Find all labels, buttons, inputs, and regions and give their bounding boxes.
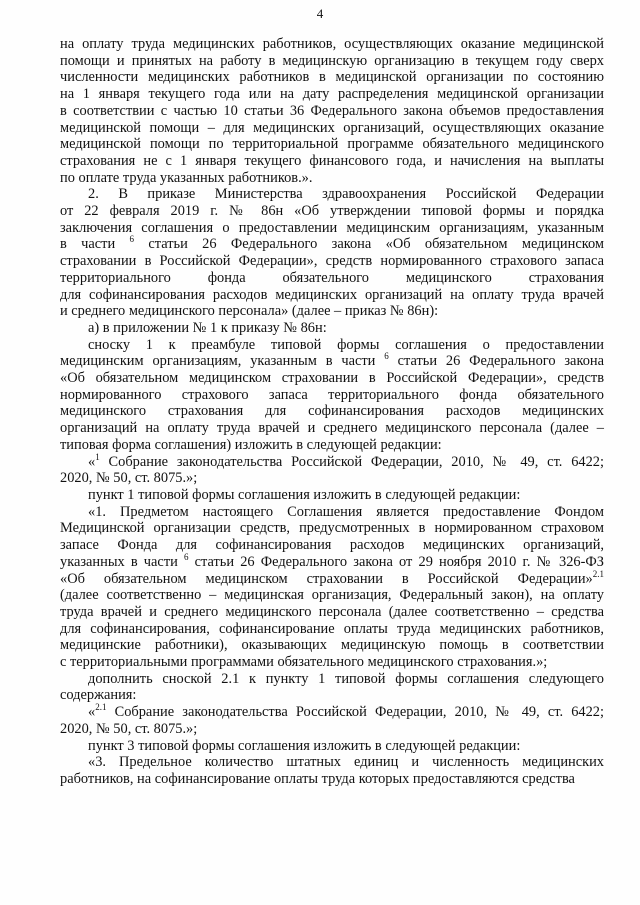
text-run: медицинской помощи – для медицинских организаций, осуществляющих оказание bbox=[60, 119, 604, 136]
text-run: медицинского страхования для софинансирования расходов медицинских bbox=[60, 403, 604, 420]
text-line bbox=[60, 738, 604, 755]
text-run: для софинансирования расходов медицинских организаций на оплату труда врачей bbox=[60, 286, 604, 303]
text-line bbox=[60, 220, 604, 237]
text-run: статьи 26 Федерального закона bbox=[388, 353, 604, 370]
text-line bbox=[60, 568, 604, 588]
text-run: от 22 февраля 2019 г. № 86н «Об утверждении типовой формы и порядка bbox=[60, 203, 604, 220]
text-run: на оплату труда медицинских работников, осуществляющих оказание медицинской bbox=[60, 36, 604, 52]
text-line bbox=[60, 721, 604, 738]
text-line bbox=[60, 687, 604, 704]
text-run: запасе Фонда для софинансирования расходов медицинских организаций, bbox=[60, 537, 604, 554]
text-run: в соответствии с частью 10 статьи 36 Федерального закона объемов предоставления bbox=[60, 102, 604, 119]
text-run: помощи и принятых на работу в медицинскую организацию в текущем году сверх bbox=[60, 52, 604, 69]
text-line bbox=[60, 403, 604, 420]
text-run: Медицинской организации средств, предусмотренных в нормированном страховом bbox=[60, 520, 604, 537]
text-run: «Об обязательном медицинском страховании в Российской Федерации», средств bbox=[60, 370, 604, 387]
text-line bbox=[60, 120, 604, 137]
text-line bbox=[60, 771, 604, 788]
text-line bbox=[60, 451, 604, 471]
text-run: типовая форма соглашения) изложить в следующей редакции: bbox=[60, 436, 442, 453]
text-line bbox=[60, 637, 604, 654]
text-run: пункт 3 типовой формы соглашения изложить в следующей редакции: bbox=[88, 737, 521, 754]
text-run: страховании в Российской Федерации», средств нормированного страхового запаса bbox=[60, 253, 604, 270]
superscript-mark: 6 bbox=[129, 234, 135, 245]
text-run: страхования не с 1 января текущего финансового года, и начисления на выплаты bbox=[60, 152, 604, 169]
text-run: численности медицинских работников в медицинской организации по состоянию bbox=[60, 69, 604, 86]
text-line bbox=[60, 387, 604, 404]
text-line bbox=[60, 654, 604, 671]
text-run: 2020, № 50, ст. 8075.»; bbox=[60, 720, 198, 737]
text-line bbox=[60, 253, 604, 270]
text-run: по оплате труда указанных работников.». bbox=[60, 169, 313, 186]
text-line bbox=[60, 754, 604, 771]
text-line bbox=[60, 704, 604, 721]
text-line bbox=[60, 370, 604, 387]
text-run: « bbox=[88, 453, 96, 470]
text-run: нормированного страхового запаса территориального фонда обязательного bbox=[60, 386, 604, 403]
text-run: организаций на оплату труда врачей и среднего медицинского персонала (далее – bbox=[60, 420, 604, 437]
text-line bbox=[60, 621, 604, 638]
text-run: и среднего медицинского персонала» (далее – приказ № 86н): bbox=[60, 303, 439, 320]
text-run: статьи 26 Федерального закона от 29 ноября 2010 г. № 326-ФЗ bbox=[188, 553, 604, 570]
text-line bbox=[60, 170, 604, 187]
text-run: статьи 26 Федерального закона «Об обязательном медицинском bbox=[134, 236, 604, 253]
text-run: содержания: bbox=[60, 687, 137, 704]
text-line bbox=[60, 551, 604, 571]
text-run: Собрание законодательства Российской Федерации, 2010, № 49, ст. 6422; bbox=[99, 453, 604, 470]
text-run: пункт 1 типовой формы соглашения изложить в следующей редакции: bbox=[88, 486, 521, 503]
superscript-mark: 6 bbox=[384, 351, 389, 362]
text-run: в части bbox=[60, 236, 130, 253]
text-line bbox=[60, 537, 604, 554]
text-line bbox=[60, 69, 604, 86]
text-line bbox=[60, 504, 604, 521]
superscript-mark: 1 bbox=[95, 451, 100, 462]
text-run: «1. Предметом настоящего Соглашения является предоставление Фондом bbox=[88, 503, 604, 520]
text-run: «Об обязательном медицинском страховании в Российской Федерации» bbox=[60, 570, 593, 587]
text-line bbox=[60, 487, 604, 504]
text-run: сноску 1 к преамбуле типовой формы соглашения о предоставлении bbox=[88, 336, 604, 353]
page-number: 4 bbox=[316, 6, 324, 21]
text-line bbox=[60, 86, 604, 103]
text-run: дополнить сноской 2.1 к пункту 1 типовой формы соглашения следующего bbox=[88, 670, 604, 687]
text-run: для софинансирования, софинансирование оплаты труда медицинских работников, bbox=[60, 620, 604, 637]
document-body bbox=[60, 36, 604, 788]
text-run: 2020, № 50, ст. 8075.»; bbox=[60, 470, 198, 487]
text-run: работников, на софинансирование оплаты труда которых предоставляются средства bbox=[60, 770, 575, 787]
text-run: 2. В приказе Министерства здравоохранения Российской Федерации bbox=[88, 186, 604, 203]
text-run: а) в приложении № 1 к приказу № 86н: bbox=[88, 319, 327, 336]
text-line bbox=[60, 153, 604, 170]
text-line bbox=[60, 353, 604, 370]
text-run: «3. Предельное количество штатных единиц и численность медицинских bbox=[88, 754, 604, 771]
text-run: Собрание законодательства Российской Федерации, 2010, № 49, ст. 6422; bbox=[106, 704, 604, 721]
text-line bbox=[60, 470, 604, 487]
text-line bbox=[60, 437, 604, 454]
text-line bbox=[60, 136, 604, 153]
superscript-mark: 2.1 bbox=[592, 568, 604, 579]
text-run: (далее соответственно – медицинская организация, Федеральный закон), на оплату bbox=[60, 587, 604, 604]
superscript-mark: 2.1 bbox=[95, 702, 107, 713]
text-line bbox=[60, 236, 604, 253]
text-run: на 1 января текущего года или на дату распределения медицинской организации bbox=[60, 86, 604, 103]
text-line bbox=[60, 337, 604, 354]
text-run: медицинской помощи по территориальной программе обязательного медицинского bbox=[60, 136, 604, 153]
text-line bbox=[60, 186, 604, 203]
text-run: заключения соглашения о предоставлении медицинским организациям, указанным bbox=[60, 219, 604, 236]
text-run: указанных в части bbox=[60, 553, 184, 570]
text-line bbox=[60, 287, 604, 304]
text-line bbox=[60, 270, 604, 287]
text-run: труда врачей и среднего медицинского персонала (далее соответственно – средства bbox=[60, 603, 604, 620]
text-line bbox=[60, 36, 604, 53]
text-run: территориального фонда обязательного медицинского страхования bbox=[60, 269, 604, 286]
text-line bbox=[60, 303, 604, 320]
text-line bbox=[60, 320, 604, 337]
text-run: « bbox=[88, 704, 96, 721]
text-line bbox=[60, 671, 604, 688]
text-line bbox=[60, 420, 604, 437]
text-run: медицинские работники), оказывающих медицинскую помощь в соответствии bbox=[60, 637, 604, 654]
text-run: с территориальными программами обязательного медицинского страхования.»; bbox=[60, 654, 548, 671]
text-line bbox=[60, 53, 604, 70]
text-line bbox=[60, 587, 604, 604]
text-run: медицинским организациям, указанным в части bbox=[60, 353, 385, 370]
text-line bbox=[60, 520, 604, 537]
superscript-mark: 6 bbox=[183, 551, 189, 562]
text-line bbox=[60, 103, 604, 120]
text-line bbox=[60, 203, 604, 220]
text-line bbox=[60, 604, 604, 621]
